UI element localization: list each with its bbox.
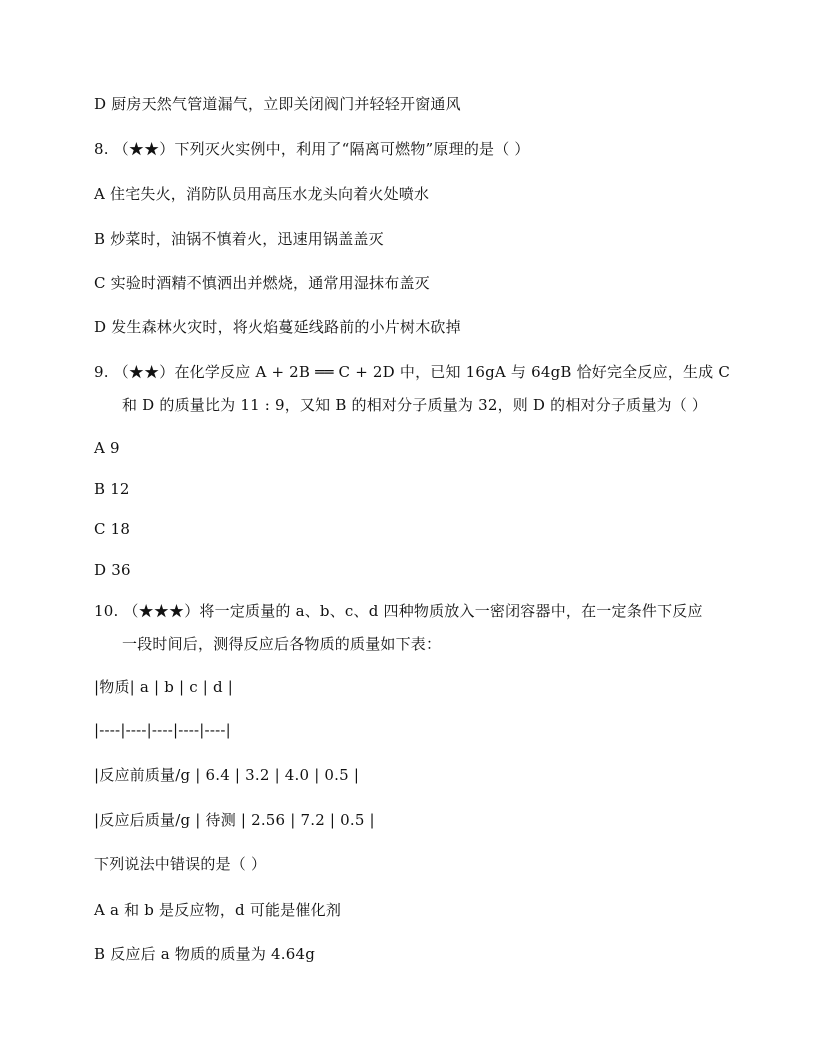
q9-option-d: D 36 (94, 561, 131, 579)
question-10-line-1: 10. （★★★）将一定质量的 a、b、c、d 四种物质放入一密闭容器中，在一定条件下反应 (94, 602, 703, 620)
q9-option-b: B 12 (94, 480, 130, 498)
q10-option-b: B 反应后 a 物质的质量为 4.64g (94, 945, 316, 963)
q8-option-a: A 住宅失火，消防队员用高压水龙头向着火处喷水 (94, 185, 430, 203)
table-row-after: |反应后质量/g | 待测 | 2.56 | 7.2 | 0.5 | (94, 811, 375, 829)
question-8: 8. （★★）下列灭火实例中，利用了“隔离可燃物”原理的是（ ） (94, 140, 530, 158)
q8-option-d: D 发生森林火灾时，将火焰蔓延线路前的小片树木砍掉 (94, 318, 461, 336)
q9-option-a: A 9 (94, 439, 120, 457)
question-9-line-2: 和 D 的质量比为 11 : 9，又知 B 的相对分子质量为 32，则 D 的相对分子质量为（ ） (122, 396, 708, 414)
table-header-row: |物质| a | b | c | d | (94, 678, 234, 696)
question-9-line-1: 9. （★★）在化学反应 A + 2B ══ C + 2D 中，已知 16gA 与 64gB 恰好完全反应，生成 C (94, 363, 731, 381)
question-10-line-2: 一段时间后，测得反应后各物质的质量如下表： (122, 635, 442, 653)
question-10-prompt: 下列说法中错误的是（ ） (94, 855, 267, 873)
q8-option-b: B 炒菜时，油锅不慎着火，迅速用锅盖盖灭 (94, 230, 384, 248)
q8-option-c: C 实验时酒精不慎洒出并燃烧，通常用湿抹布盖灭 (94, 274, 430, 292)
q9-option-c: C 18 (94, 520, 131, 538)
q10-option-a: A a 和 b 是反应物，d 可能是催化剂 (94, 901, 342, 919)
q7-option-d: D 厨房天然气管道漏气，立即关闭阀门并轻轻开窗通风 (94, 95, 461, 113)
table-row-before: |反应前质量/g | 6.4 | 3.2 | 4.0 | 0.5 | (94, 766, 360, 784)
table-separator-row: |----|----|----|----|----| (94, 721, 231, 739)
